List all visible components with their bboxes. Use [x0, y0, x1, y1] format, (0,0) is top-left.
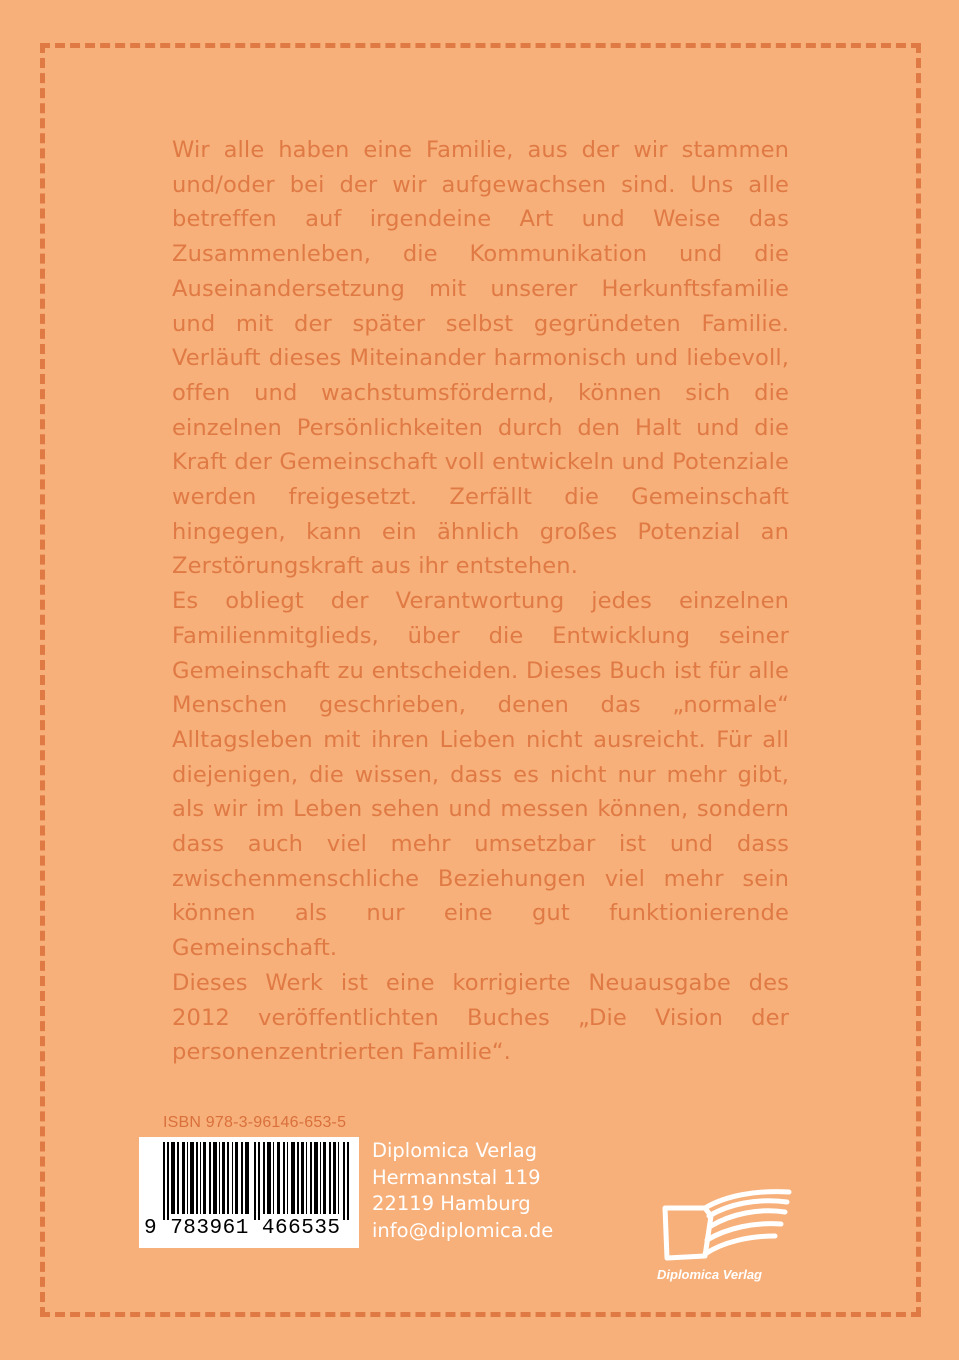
- back-cover-blurb: [172, 133, 789, 1070]
- blurb-paragraph-3: Dieses Werk ist eine korrigierte Neuausgabe des 2012 veröffentlichten Buches „Die Vision der personenzentrierten Familie“.: [172, 969, 789, 1066]
- logo-wordmark: Diplomica Verlag: [657, 1267, 762, 1282]
- barcode: [139, 1137, 359, 1248]
- publisher-email: info@diplomica.de: [372, 1218, 554, 1242]
- blurb-paragraph-2: Es obliegt der Verantwortung jedes einzelnen Familienmitglieds, über die Entwicklung seiner Gemeinschaft zu entscheiden. Dieses Buch ist für alle Menschen geschrieben, denen das „normale“ Alltagsleben mit ihren Lieben nicht ausreicht. Für all diejenigen, die wissen, dass es nicht nur mehr gibt, als wir im Leben sehen und messen können, sondern dass auch viel mehr umsetzbar ist und dass zwischenmenschliche Beziehungen viel mehr sein können als nur eine gut funktionierende Gemeinschaft.: [172, 588, 789, 962]
- publisher-address: [372, 1138, 553, 1244]
- publisher-street: Hermannstal 119: [372, 1165, 541, 1189]
- barcode-digits: 9 783961 466535: [144, 1217, 341, 1240]
- blurb-paragraph-1: Wir alle haben eine Familie, aus der wir stammen und/oder bei der wir aufgewachsen sind. Uns alle betreffen auf irgendeine Art und Weise das Zusammenleben, die Kommunikation und die Auseinandersetzung mit unserer Herkunftsfamilie und mit der später selbst gegründeten Familie. Verläuft dieses Miteinander harmonisch und liebevoll, offen und wachstumsfördernd, können sich die einzelnen Persönlichkeiten durch den Halt und die Kraft der Gemeinschaft voll entwickeln und Potenziale werden freigesetzt. Zerfällt die Gemeinschaft hingegen, kann ein ähnlich großes Potenzial an Zerstörungskraft aus ihr entstehen.: [172, 137, 789, 580]
- publisher-city: 22119 Hamburg: [372, 1192, 531, 1215]
- barcode-bars-icon: [163, 1142, 353, 1220]
- publisher-name: Diplomica Verlag: [372, 1139, 538, 1162]
- isbn-label: ISBN 978-3-96146-653-5: [163, 1114, 347, 1131]
